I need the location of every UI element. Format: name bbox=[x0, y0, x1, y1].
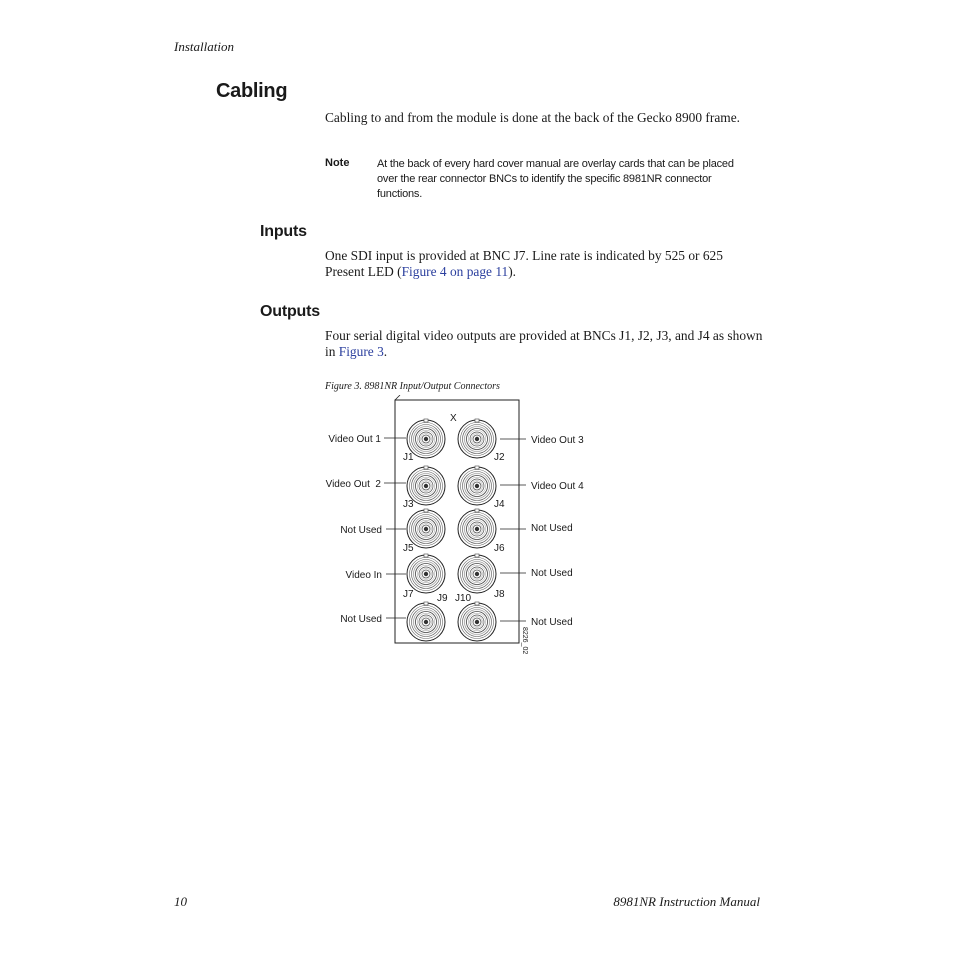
connector-label-j10: J10 bbox=[455, 593, 472, 604]
inputs-text-end: ). bbox=[508, 264, 517, 279]
right-label-1: Video Out 3 bbox=[531, 435, 584, 446]
connector-diagram bbox=[320, 395, 600, 660]
left-label-5: Not Used bbox=[340, 614, 382, 625]
right-label-3: Not Used bbox=[531, 523, 573, 534]
left-label-1: Video Out 1 bbox=[328, 434, 381, 445]
bnc-connector-j2 bbox=[458, 419, 496, 458]
figure-4-link[interactable]: Figure 4 on page 11 bbox=[401, 264, 509, 279]
bnc-connector-j9 bbox=[407, 602, 445, 641]
outputs-text-end: . bbox=[383, 344, 388, 359]
manual-title: 8981NR Instruction Manual bbox=[613, 894, 760, 909]
left-label-3: Not Used bbox=[340, 525, 382, 536]
connector-label-j2: J2 bbox=[494, 452, 505, 463]
section-title-cabling: Cabling bbox=[216, 80, 288, 102]
bnc-connector-j7 bbox=[407, 554, 445, 593]
figure-caption: Figure 3. 8981NR Input/Output Connectors bbox=[325, 381, 500, 392]
top-mark: X bbox=[450, 413, 457, 424]
figure-3-link[interactable]: Figure 3 bbox=[338, 344, 384, 359]
bnc-connector-j10 bbox=[458, 602, 496, 641]
connector-label-j9: J9 bbox=[437, 593, 448, 604]
bnc-connector-j4 bbox=[458, 466, 496, 505]
inputs-text: One SDI input is provided at BNC J7. Line rate is indicated by 525 or 625 Present LED ( bbox=[325, 248, 723, 279]
part-number: 8226_02 bbox=[521, 627, 528, 655]
inputs-paragraph bbox=[325, 248, 765, 280]
right-label-4: Not Used bbox=[531, 568, 573, 579]
connector-label-j8: J8 bbox=[494, 589, 505, 600]
panel-edge bbox=[395, 395, 400, 400]
running-head: Installation bbox=[174, 39, 234, 54]
section-title-inputs: Inputs bbox=[260, 223, 307, 240]
outputs-paragraph bbox=[325, 328, 765, 360]
outputs-text: Four serial digital video outputs are provided at BNCs J1, J2, J3, and J4 as shown in bbox=[325, 328, 763, 359]
connector-label-j5: J5 bbox=[403, 543, 414, 554]
bnc-connector-j6 bbox=[458, 509, 496, 548]
connector-label-j6: J6 bbox=[494, 543, 505, 554]
left-label-4: Video In bbox=[345, 570, 382, 581]
note-text: At the back of every hard cover manual are overlay cards that can be placed over the rear connector BNCs to identify the specific 8981NR connector functions. bbox=[377, 158, 734, 200]
right-label-2: Video Out 4 bbox=[531, 481, 584, 492]
cabling-paragraph: Cabling to and from the module is done at the back of the Gecko 8900 frame. bbox=[325, 110, 740, 125]
connector-label-j3: J3 bbox=[403, 499, 414, 510]
page-number: 10 bbox=[174, 894, 187, 909]
connector-label-j7: J7 bbox=[403, 589, 414, 600]
right-label-5: Not Used bbox=[531, 617, 573, 628]
note-label: Note bbox=[325, 157, 350, 169]
left-label-2: Video Out 2 bbox=[325, 479, 381, 490]
bnc-connector-j8 bbox=[458, 554, 496, 593]
connector-label-j1: J1 bbox=[403, 452, 414, 463]
section-title-outputs: Outputs bbox=[260, 303, 320, 320]
connector-label-j4: J4 bbox=[494, 499, 505, 510]
